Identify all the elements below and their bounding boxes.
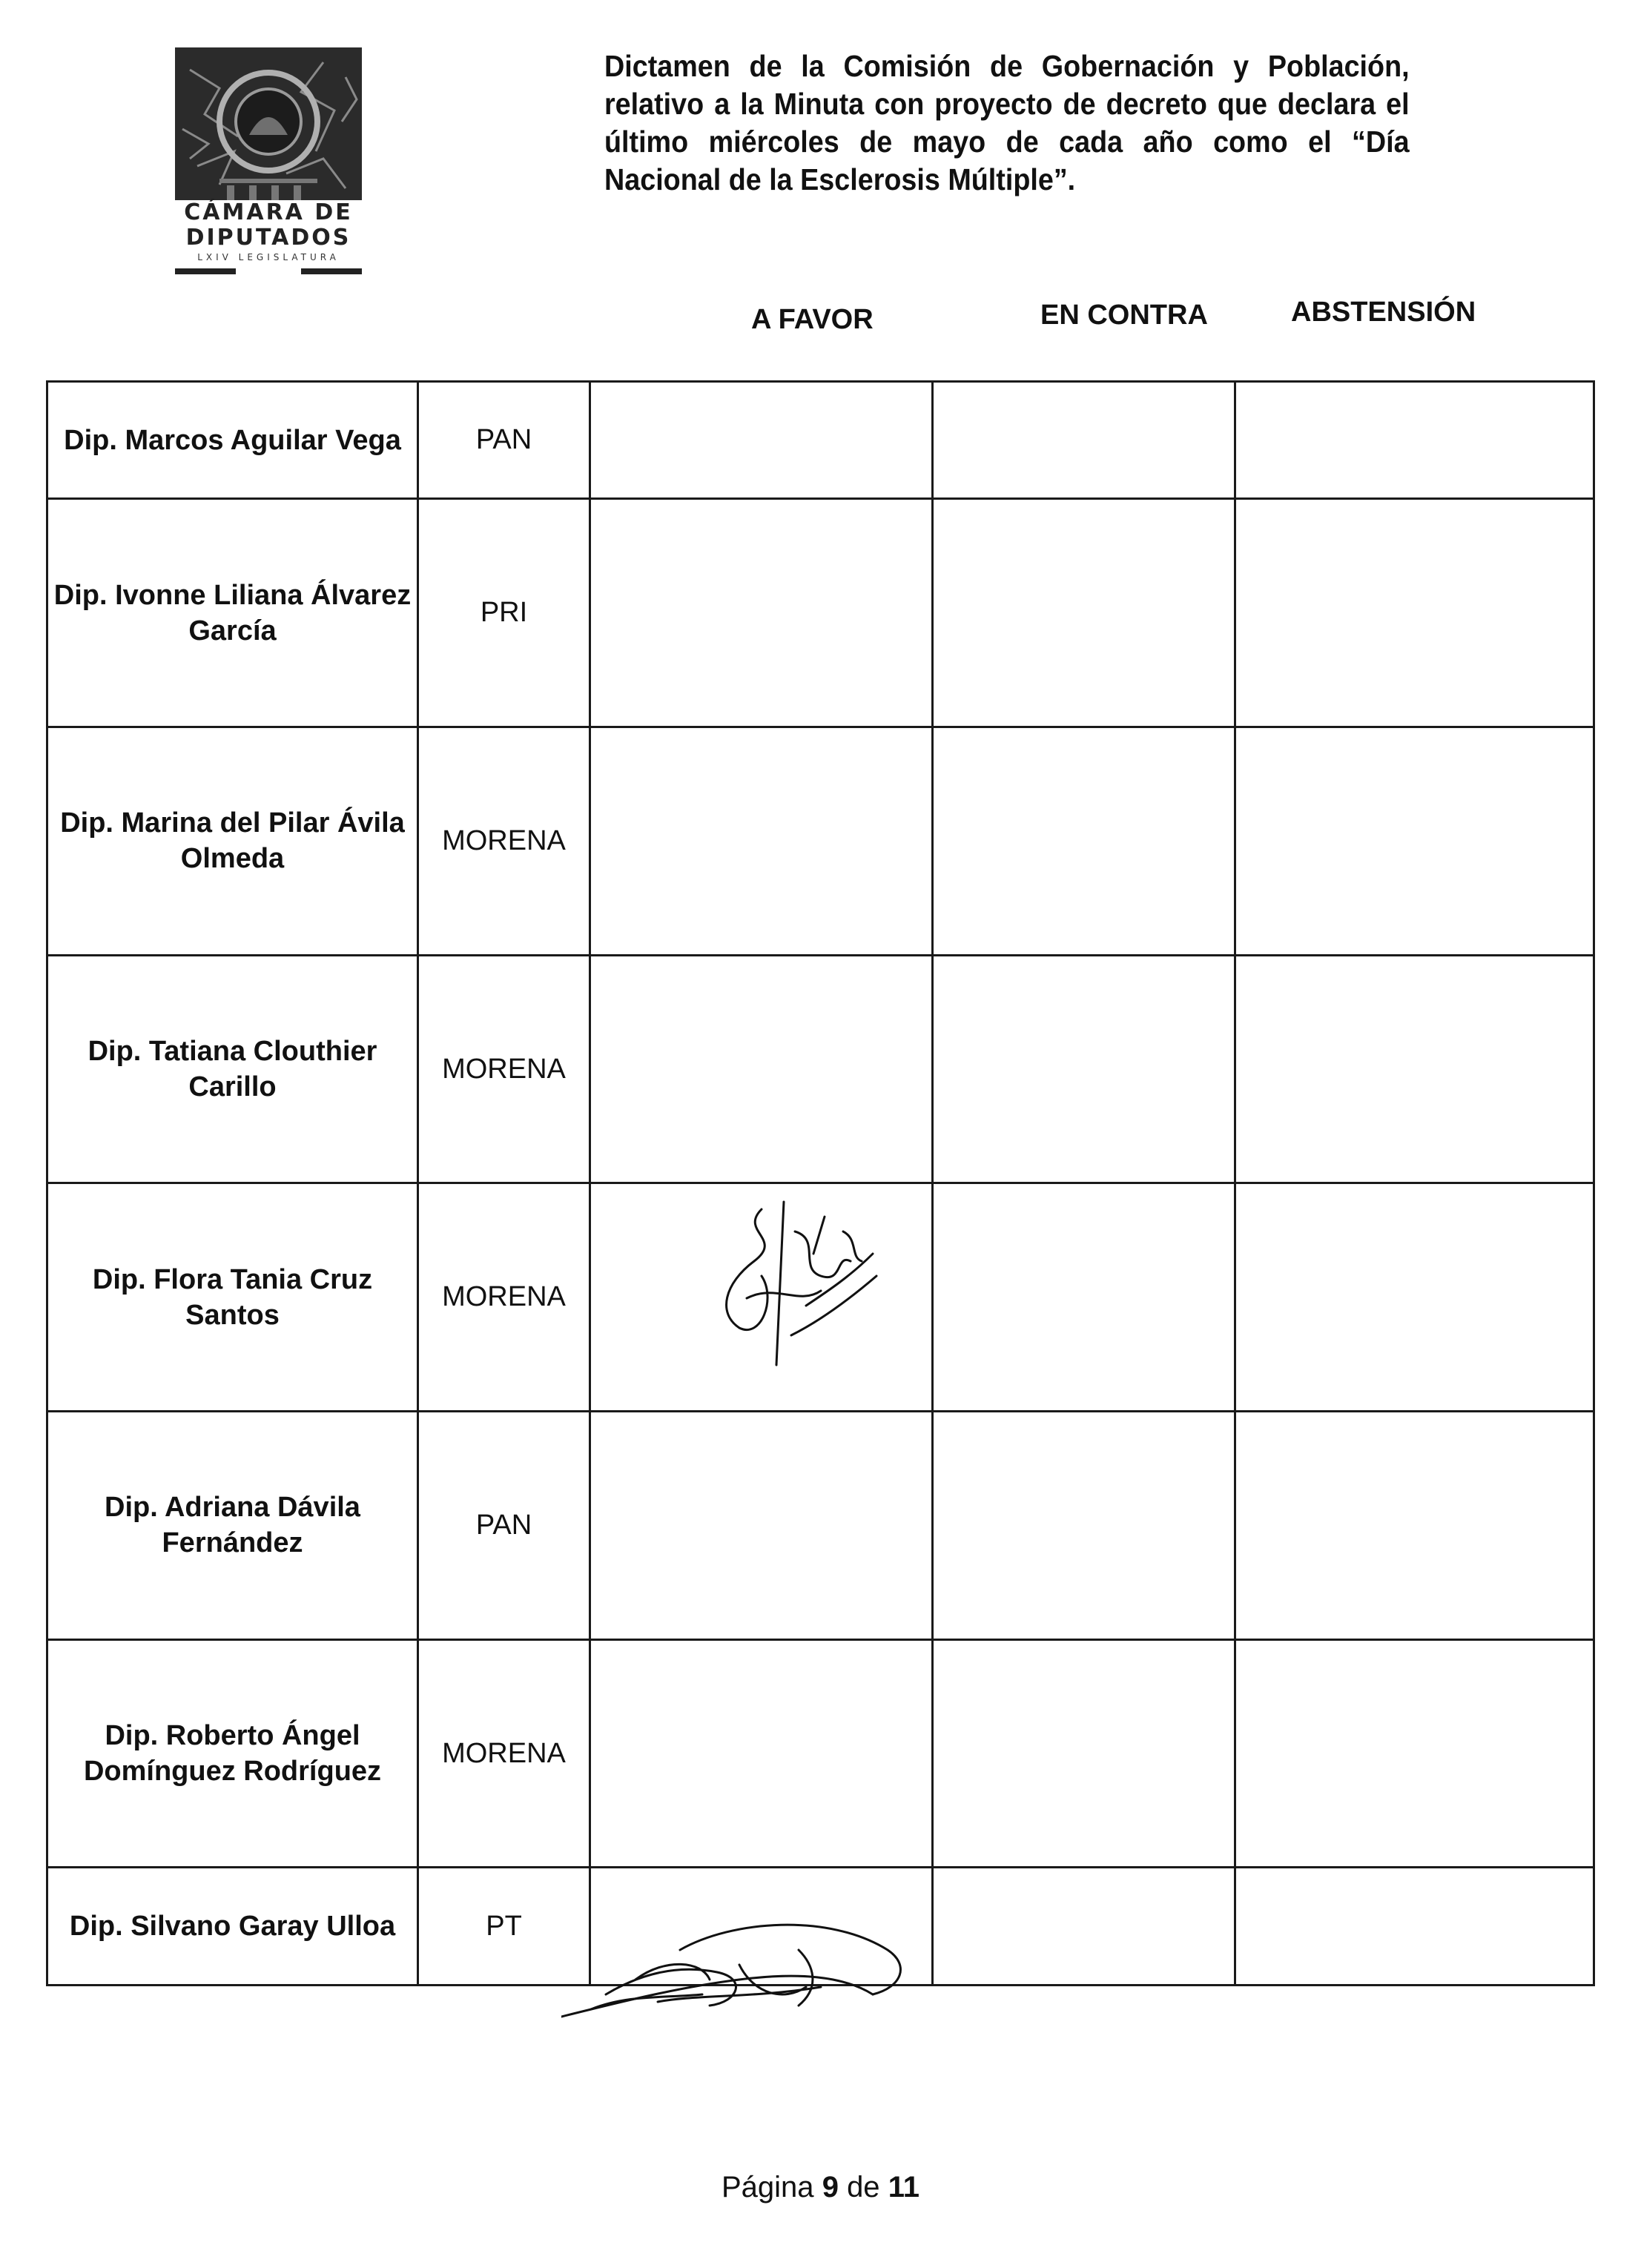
page-total: 11 bbox=[888, 2171, 919, 2203]
vote-cell-favor[interactable] bbox=[590, 955, 933, 1183]
member-party: PAN bbox=[418, 1412, 590, 1640]
table-row bbox=[47, 382, 1594, 499]
vote-cell-abstention[interactable] bbox=[1235, 1868, 1594, 1986]
page-number bbox=[0, 2171, 1641, 2204]
table-row bbox=[47, 1868, 1594, 1986]
vote-cell-against[interactable] bbox=[933, 727, 1235, 956]
member-name: Dip. Marina del Pilar Ávila Olmeda bbox=[47, 727, 418, 956]
logo-bars bbox=[175, 268, 362, 274]
vote-cell-favor[interactable] bbox=[590, 1412, 933, 1640]
institution-logo bbox=[175, 47, 362, 274]
legislature-label: LXIV LEGISLATURA bbox=[197, 252, 340, 262]
table-row bbox=[47, 499, 1594, 727]
vote-cell-abstention[interactable] bbox=[1235, 1412, 1594, 1640]
vote-cell-favor[interactable] bbox=[590, 499, 933, 727]
institution-name: CÁMARA DE DIPUTADOS bbox=[184, 199, 353, 251]
vote-cell-abstention[interactable] bbox=[1235, 1639, 1594, 1868]
member-party: PRI bbox=[418, 499, 590, 727]
member-name: Dip. Ivonne Liliana Álvarez García bbox=[47, 499, 418, 727]
member-name: Dip. Flora Tania Cruz Santos bbox=[47, 1183, 418, 1412]
vote-cell-abstention[interactable] bbox=[1235, 1183, 1594, 1412]
vote-cell-against[interactable] bbox=[933, 1868, 1235, 1986]
vote-cell-abstention[interactable] bbox=[1235, 499, 1594, 727]
vote-cell-against[interactable] bbox=[933, 1412, 1235, 1640]
document-title: Dictamen de la Comisión de Gobernación y Población, relativo a la Minuta con proyecto de decreto que declara el último miércoles de mayo de cada año como el “Día Nacional de la Esclerosis Múltiple”. bbox=[604, 49, 1410, 196]
table-row bbox=[47, 955, 1594, 1183]
camara-emblem-icon bbox=[175, 47, 362, 200]
vote-cell-against[interactable] bbox=[933, 1183, 1235, 1412]
table-row bbox=[47, 1183, 1594, 1412]
member-name: Dip. Adriana Dávila Fernández bbox=[47, 1412, 418, 1640]
member-party: MORENA bbox=[418, 955, 590, 1183]
member-party: MORENA bbox=[418, 727, 590, 956]
table-row bbox=[47, 727, 1594, 956]
page-prefix: Página bbox=[722, 2171, 814, 2203]
vote-cell-against[interactable] bbox=[933, 1639, 1235, 1868]
member-party: MORENA bbox=[418, 1639, 590, 1868]
vote-cell-favor[interactable] bbox=[590, 1183, 933, 1412]
column-header-favor: A FAVOR bbox=[751, 304, 874, 335]
table-row bbox=[47, 1412, 1594, 1640]
vote-cell-abstention[interactable] bbox=[1235, 955, 1594, 1183]
column-header-against: EN CONTRA bbox=[1040, 300, 1208, 331]
vote-cell-favor[interactable] bbox=[590, 382, 933, 499]
vote-cell-abstention[interactable] bbox=[1235, 727, 1594, 956]
member-name: Dip. Marcos Aguilar Vega bbox=[47, 382, 418, 499]
member-party: PAN bbox=[418, 382, 590, 499]
handwritten-signature bbox=[673, 1187, 895, 1380]
handwritten-signature bbox=[561, 1905, 932, 2039]
page-separator: de bbox=[847, 2171, 880, 2203]
vote-cell-against[interactable] bbox=[933, 382, 1235, 499]
member-name: Dip. Silvano Garay Ulloa bbox=[47, 1868, 418, 1986]
column-header-abstention: ABSTENSIÓN bbox=[1291, 297, 1476, 328]
member-party: MORENA bbox=[418, 1183, 590, 1412]
vote-cell-favor[interactable] bbox=[590, 727, 933, 956]
member-party: PT bbox=[418, 1868, 590, 1986]
vote-cell-favor[interactable] bbox=[590, 1868, 933, 1986]
vote-cell-against[interactable] bbox=[933, 955, 1235, 1183]
page-current: 9 bbox=[822, 2171, 839, 2203]
table-row bbox=[47, 1639, 1594, 1868]
vote-cell-abstention[interactable] bbox=[1235, 382, 1594, 499]
member-name: Dip. Tatiana Clouthier Carillo bbox=[47, 955, 418, 1183]
member-name: Dip. Roberto Ángel Domínguez Rodríguez bbox=[47, 1639, 418, 1868]
vote-cell-against[interactable] bbox=[933, 499, 1235, 727]
vote-table bbox=[46, 380, 1595, 1986]
vote-cell-favor[interactable] bbox=[590, 1639, 933, 1868]
